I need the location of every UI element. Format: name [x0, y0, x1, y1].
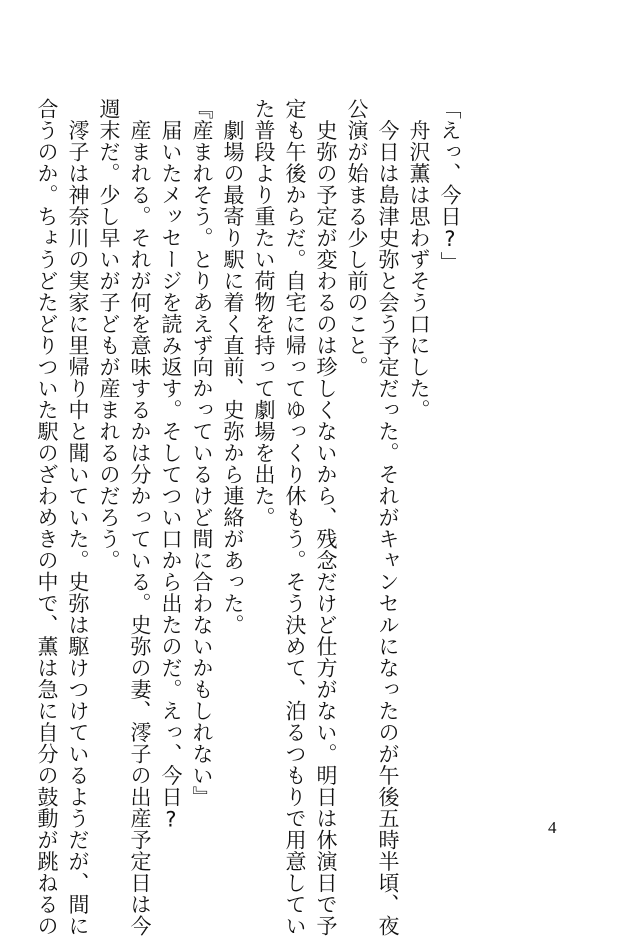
vertical-text-body	[31, 98, 465, 937]
text-line: 合うのか。ちょうどたどりついた駅のざわめきの中で、薫は急に自分の鼓動が跳ねるの	[35, 98, 59, 937]
text-line: 舟沢薫は思わずそう口にした。	[407, 98, 431, 421]
text-line: 澪子は神奈川の実家に里帰り中と聞いていた。史弥は駆けつけているようだが、間に	[66, 98, 90, 937]
text-line: 今日は島津史弥と会う予定だった。それがキャンセルになったのが午後五時半頃、夜	[376, 98, 400, 937]
page-number: 4	[548, 818, 557, 837]
text-line: た普段より重たい荷物を持って劇場を出た。	[252, 98, 276, 528]
text-line: 「えっ、今日?」	[438, 98, 462, 273]
text-line: 史弥の予定が変わるのは珍しくないから、残念だけど仕方がない。明日は休演日で予	[314, 98, 338, 937]
text-line: 『産まれそう。とりあえず向かっているけど間に合わないかもしれない』	[190, 98, 214, 808]
text-line: 週末だ。少し早いが子どもが産まれるのだろう。	[97, 98, 121, 571]
text-line: 届いたメッセージを読み返す。そしてつい口から出たのだ。えっ、今日?	[159, 98, 183, 832]
text-line: 定も午後からだ。自宅に帰ってゆっくり休もう。そう決めて、泊るつもりで用意してい	[283, 98, 307, 937]
text-line: 公演が始まる少し前のこと。	[345, 98, 369, 378]
text-line: 産まれる。それが何を意味するかは分かっている。史弥の妻、澪子の出産予定日は今	[128, 98, 152, 937]
text-line: 劇場の最寄り駅に着く直前、史弥から連絡があった。	[221, 98, 245, 636]
